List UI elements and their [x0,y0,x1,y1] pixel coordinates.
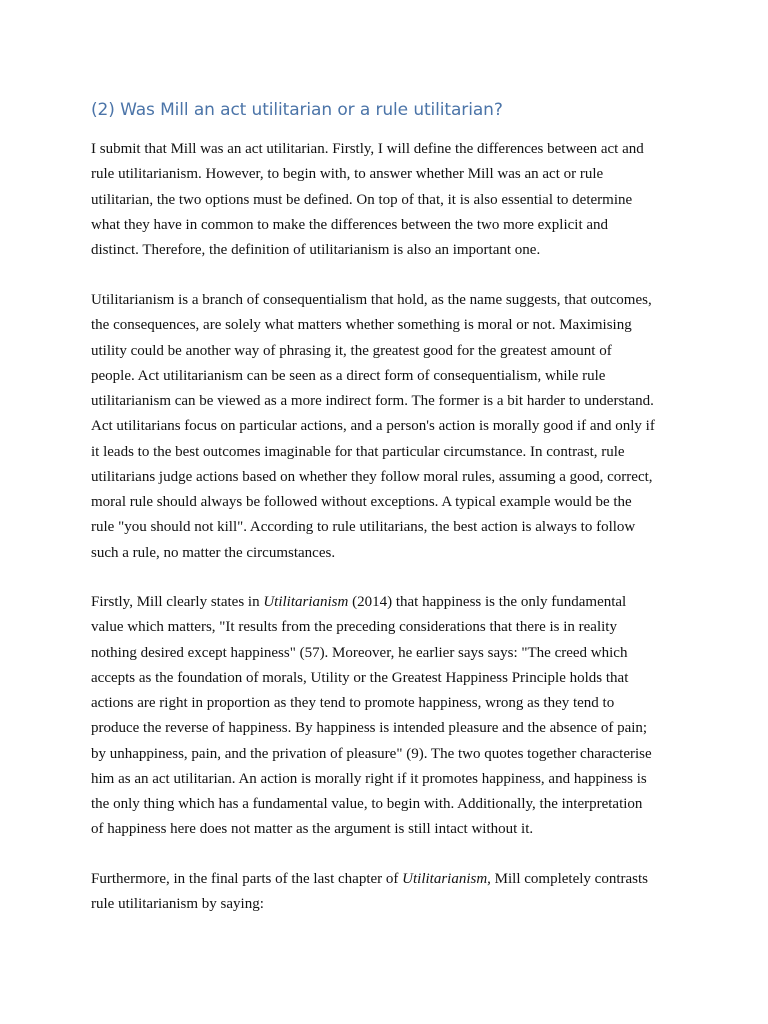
text-line: accepts as the foundation of morals, Utility or the Greatest Happiness Principle holds that [91,669,629,686]
text-line: Utilitarianism is a branch of consequentialism that hold, as the name suggests, that outcomes, [91,292,652,308]
text-line: utility could be another way of phrasing it, the greatest good for the greatest amount of [91,342,612,359]
text-line: utilitarian, the two options must be defined. On top of that, it is also essential to determine [91,191,633,208]
text-line: produce the reverse of happiness. By happiness is intended pleasure and the absence of pain; [91,720,648,737]
text-line: rule utilitarianism by saying: [91,896,264,913]
paragraph-1 [91,137,681,263]
book-title: Utilitarianism [263,594,349,610]
text-fragment: , Mill completely contrasts [487,871,648,887]
text-fragment: Firstly, Mill clearly states in [91,594,264,610]
paragraph-3 [91,590,681,843]
text-line: such a rule, no matter the circumstances. [91,544,336,561]
paragraph-2 [91,288,681,566]
text-line: what they have in common to make the differences between the two more explicit and [91,216,609,233]
text-line: value which matters, "It results from the preceding considerations that there is in reality [91,619,617,636]
text-line: nothing desired except happiness" (57). Moreover, he earlier says says: "The creed which [91,644,628,661]
text-line: rule utilitarianism. However, to begin with, to answer whether Mill was an act or rule [91,166,604,183]
text-line: Act utilitarians focus on particular actions, and a person's action is morally good if and only if [91,418,655,435]
text-line: actions are right in proportion as they tend to promote happiness, wrong as they tend to [91,695,615,711]
book-title: Utilitarianism [402,871,488,887]
text-line: people. Act utilitarianism can be seen as a direct form of consequentialism, while rule [91,367,606,384]
text-line: utilitarianism can be viewed as a more indirect form. The former is a bit harder to understand. [91,393,654,409]
text-line: I submit that Mill was an act utilitarian. Firstly, I will define the differences between act and [91,141,644,157]
text-line: it leads to the best outcomes imaginable for that particular circumstance. In contrast, rule [91,443,625,460]
section-heading: (2) Was Mill an act utilitarian or a rule utilitarian? [91,100,503,120]
text-line: distinct. Therefore, the definition of utilitarianism is also an important one. [91,242,541,258]
text-line [91,590,681,615]
text-line: rule "you should not kill". According to rule utilitarians, the best action is always to follow [91,519,636,536]
text-line: moral rule should always be followed without exceptions. A typical example would be the [91,494,632,510]
text-line: the consequences, are solely what matters whether something is moral or not. Maximising [91,317,632,334]
text-fragment: Furthermore, in the final parts of the last chapter of [91,871,403,887]
paragraph-4 [91,867,681,918]
text-line: him as an act utilitarian. An action is morally right if it promotes happiness, and happiness is [91,770,647,787]
text-line: by unhappiness, pain, and the privation of pleasure" (9). The two quotes together characterise [91,745,652,762]
text-fragment: (2014) that happiness is the only fundamental [348,594,627,610]
text-line: of happiness here does not matter as the argument is still intact without it. [91,821,534,838]
text-line: utilitarians judge actions based on whether they follow moral rules, assuming a good, correct, [91,468,653,485]
text-line [91,867,681,892]
text-line: the only thing which has a fundamental value, to begin with. Additionally, the interpretation [91,796,643,812]
